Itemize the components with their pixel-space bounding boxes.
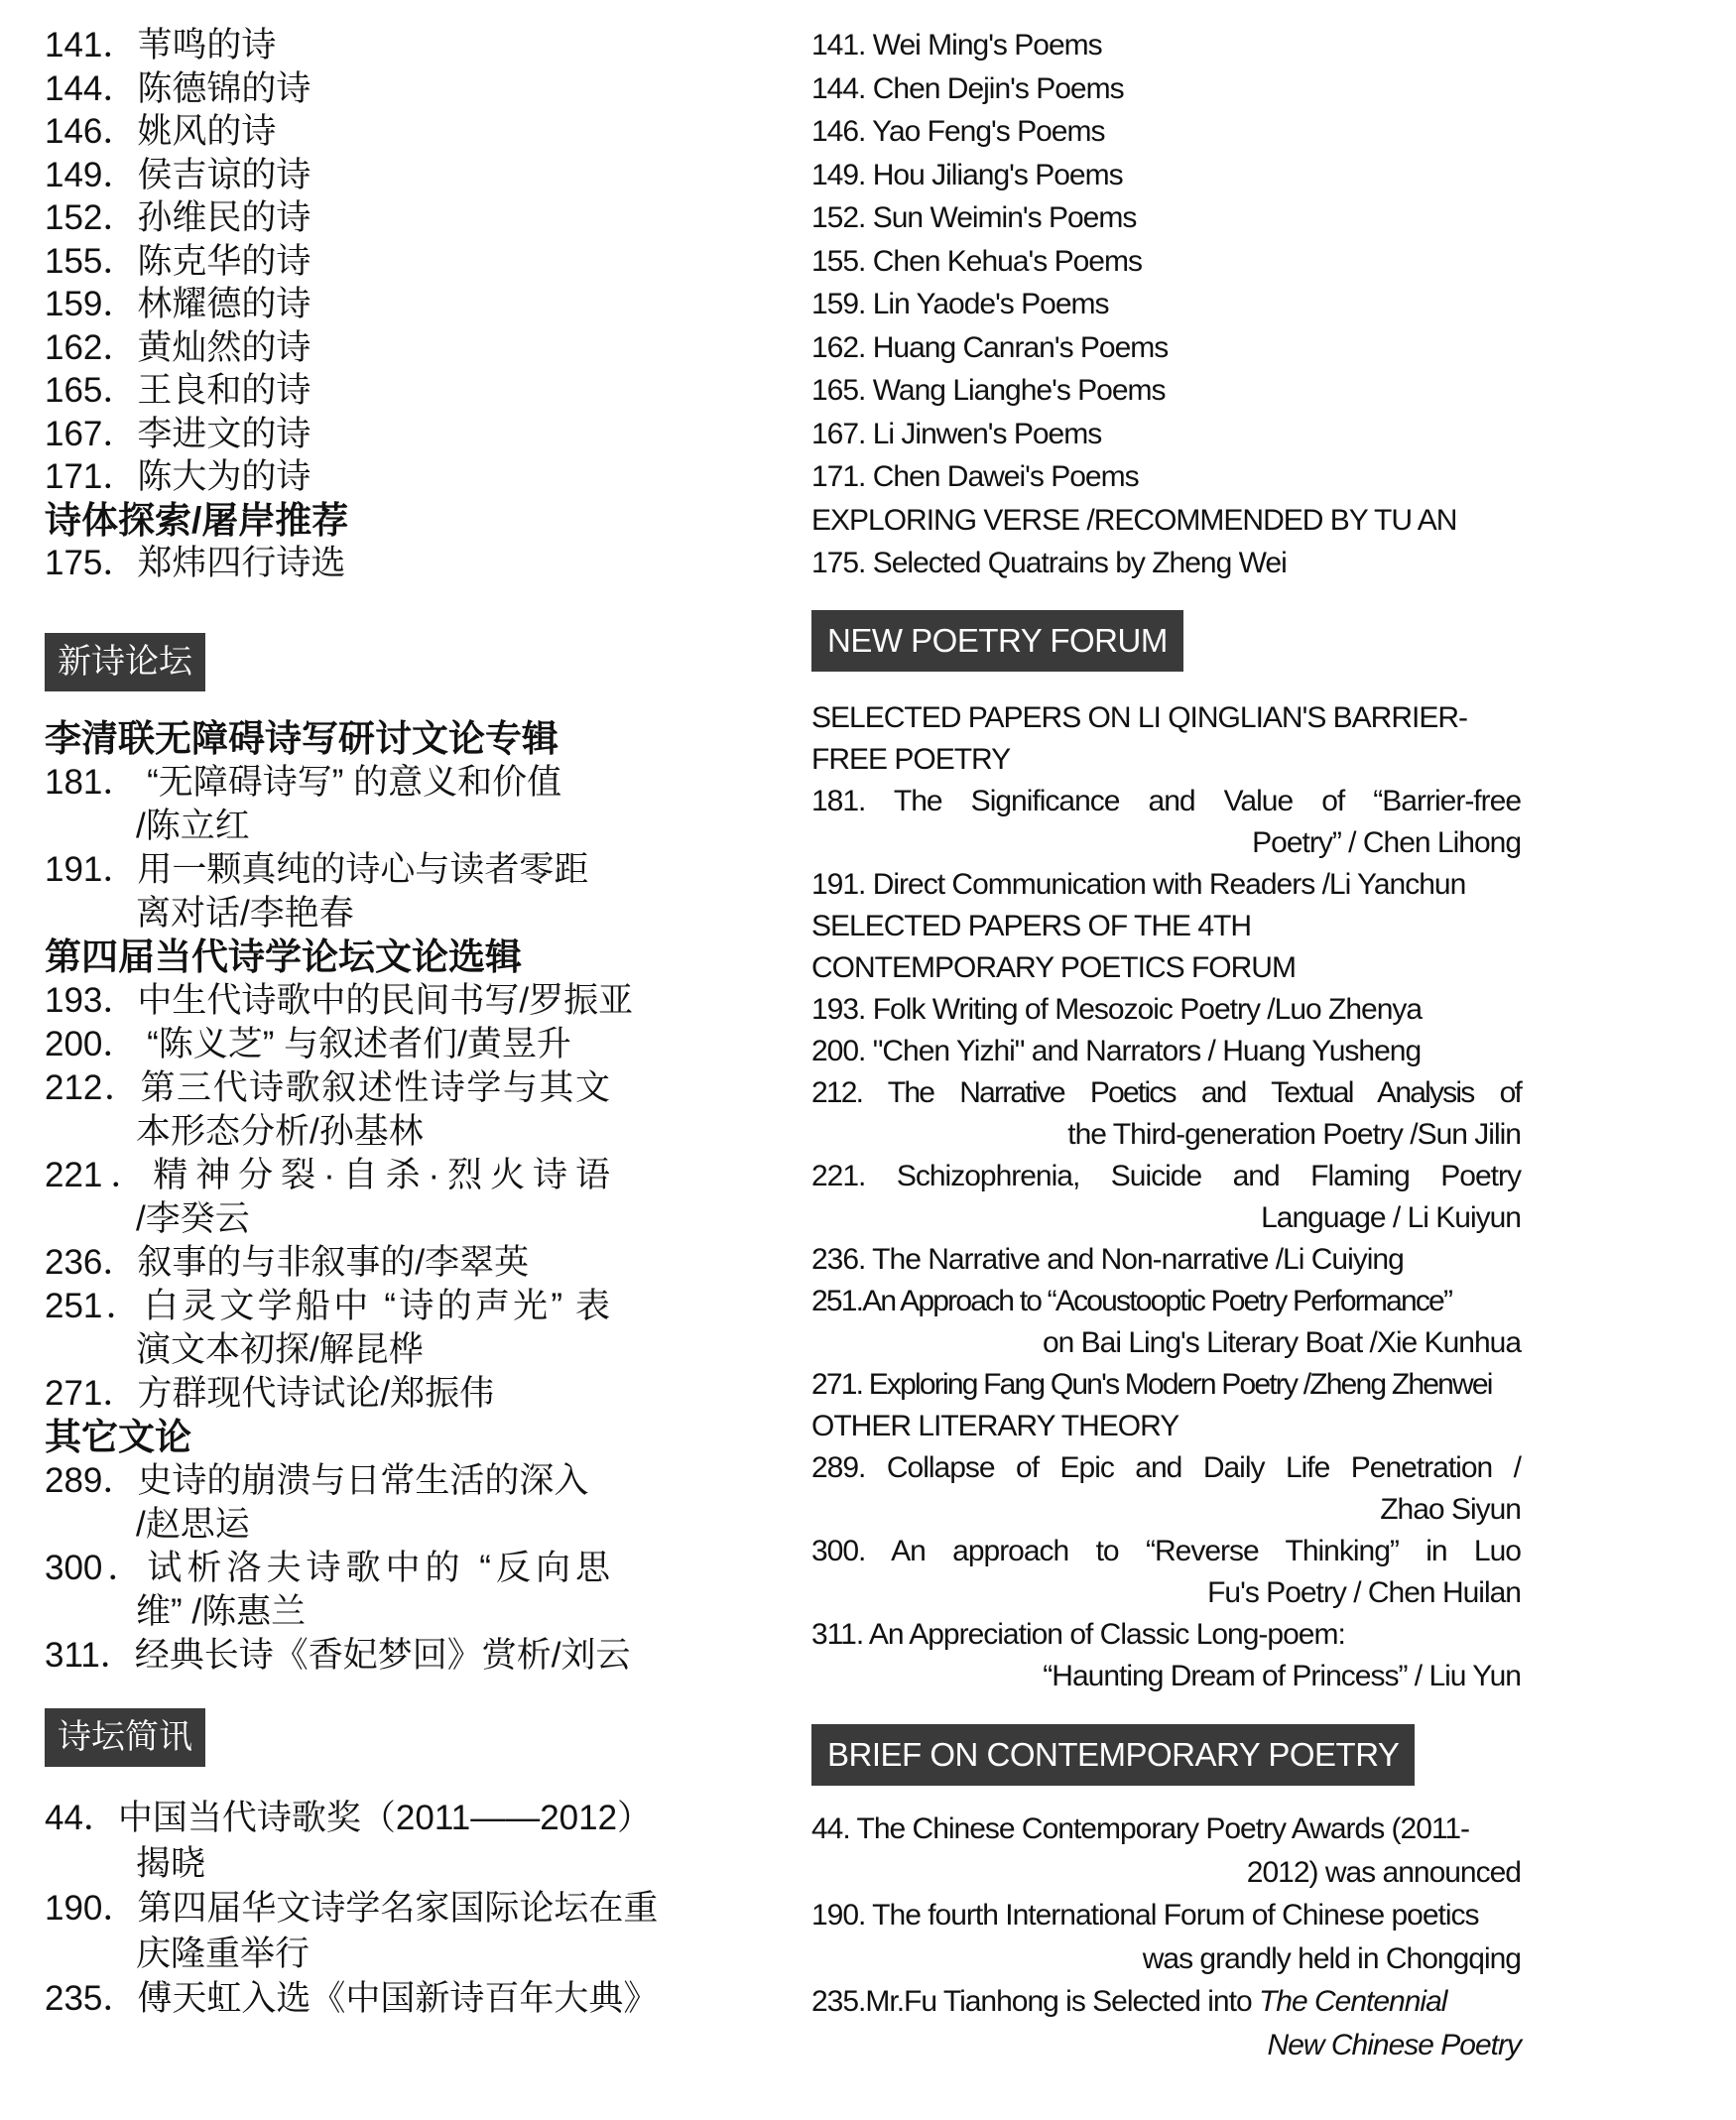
toc-line: 165．王良和的诗 [45,371,311,410]
toc-line: 141．苇鸣的诗 [45,26,277,64]
toc-line: /李癸云 [136,1199,250,1238]
right-brief-section [811,1808,1521,2066]
toc-line: 221．精神分裂·自杀·烈火诗语 [45,1156,610,1194]
toc-line: 300．试析洛夫诗歌中的 “反向思 [45,1549,610,1587]
toc-line: 300. An approach to “Reverse Thinking” in Luo [811,1535,1521,1567]
toc-line: 236. The Narrative and Non-narrative /Li Cuiying [811,1243,1404,1276]
toc-line: 190. The fourth International Forum of Chinese poetics [811,1899,1479,1932]
toc-line: 维” /陈惠兰 [136,1592,307,1631]
toc-line: FREE POETRY [811,743,1011,776]
toc-line: 175．郑炜四行诗选 [45,544,346,582]
toc-line: CONTEMPORARY POETICS FORUM [811,951,1296,984]
toc-line: 171．陈大为的诗 [45,457,311,496]
toc-line: 155. Chen Kehua's Poems [811,244,1142,278]
toc-line: 揭晓 [136,1843,206,1883]
toc-line: the Third-generation Poetry /Sun Jilin [1067,1118,1521,1151]
toc-line: 159．林耀德的诗 [45,285,311,323]
toc-line: 212. The Narrative Poetics and Textual Analysis of [811,1076,1521,1109]
right-banner-new-poetry-forum: NEW POETRY FORUM [811,610,1183,672]
toc-line: 44．中国当代诗歌奖（2011——2012） [45,1799,653,1837]
toc-line: 离对话/李艳春 [136,894,354,933]
toc-line: SELECTED PAPERS ON LI QINGLIAN'S BARRIER- [811,701,1468,734]
toc-line: SELECTED PAPERS OF THE 4TH [811,910,1251,942]
toc-line: 311．经典长诗《香妃梦回》赏析/刘云 [45,1636,631,1675]
left-banner-new-poetry-forum: 新诗论坛 [45,633,205,691]
toc-line: OTHER LITERARY THEORY [811,1410,1179,1442]
toc-line: 271．方群现代诗试论/郑振伟 [45,1374,495,1413]
toc-line: 146. Yao Feng's Poems [811,115,1105,148]
toc-line: 162. Huang Canran's Poems [811,330,1169,364]
toc-line: Fu's Poetry / Chen Huilan [1207,1576,1521,1609]
toc-line: 271. Exploring Fang Qun's Modern Poetry /Zheng Zhenwei [811,1368,1492,1401]
toc-line: 212．第三代诗歌叙述性诗学与其文 [45,1068,610,1107]
left-forum-section [45,717,634,1678]
toc-line: 庆隆重举行 [136,1933,310,1973]
toc-line: Language / Li Kuiyun [1261,1201,1521,1234]
toc-line: 181． “无障碍诗写” 的意义和价值 [45,763,562,802]
toc-line: /陈立红 [136,807,250,845]
toc-line: 251．白灵文学船中 “诗的声光” 表 [45,1287,610,1325]
toc-line: 146．姚风的诗 [45,112,277,151]
toc-line: was grandly held in Chongqing [1142,1941,1521,1975]
toc-line: 李清联无障碍诗写研讨文论专辑 [45,718,558,759]
toc-line: 167．李进文的诗 [45,414,311,453]
toc-line: Zhao Siyun [1380,1493,1521,1526]
right-forum-section [811,697,1521,1697]
toc-line: 演文本初探/解昆桦 [136,1330,424,1369]
toc-line: 200． “陈义芝” 与叙述者们/黄昱升 [45,1025,571,1063]
toc-line: 251.An Approach to “Acoustooptic Poetry Performance” [811,1285,1452,1317]
toc-line: New Chinese Poetry [1267,2028,1521,2061]
toc-line: 193．中生代诗歌中的民间书写/罗振亚 [45,981,634,1020]
toc-line: 191．用一颗真纯的诗心与读者零距 [45,850,589,889]
toc-line: on Bai Ling's Literary Boat /Xie Kunhua [1042,1326,1521,1359]
toc-line: 155．陈克华的诗 [45,241,311,281]
toc-line: 诗体探索/屠岸推荐 [45,499,349,541]
left-banner-brief: 诗坛简讯 [45,1708,205,1767]
toc-line: 289. Collapse of Epic and Daily Life Penetration / [811,1451,1521,1484]
toc-line: 171. Chen Dawei's Poems [811,460,1139,493]
toc-line: /赵思运 [136,1505,250,1544]
toc-line: 236．叙事的与非叙事的/李翠英 [45,1243,530,1282]
toc-line: 235．傅天虹入选《中国新诗百年大典》 [45,1979,659,2018]
toc-line: 165. Wang Lianghe's Poems [811,374,1166,407]
toc-line: 144. Chen Dejin's Poems [811,71,1124,105]
toc-line: 200. "Chen Yizhi" and Narrators / Huang Yusheng [811,1035,1422,1067]
toc-line: 190．第四届华文诗学名家国际论坛在重 [45,1889,659,1928]
toc-line: 149．侯吉谅的诗 [45,155,311,194]
right-banner-brief: BRIEF ON CONTEMPORARY POETRY [811,1724,1415,1786]
toc-line: 2012) was announced [1246,1855,1521,1889]
toc-line: 191. Direct Communication with Readers /Li Yanchun [811,868,1466,901]
toc-line: EXPLORING VERSE /RECOMMENDED BY TU AN [811,503,1457,537]
toc-line: 其它文论 [45,1417,191,1457]
toc-line: 235.Mr.Fu Tianhong is Selected into The Centennial [811,1985,1447,2018]
toc-line: 152. Sun Weimin's Poems [811,201,1137,234]
toc-line: 44. The Chinese Contemporary Poetry Awards (2011- [811,1812,1470,1845]
toc-line: 152．孙维民的诗 [45,198,311,237]
left-poems-section [45,24,610,585]
toc-line: 193. Folk Writing of Mesozoic Poetry /Luo Zhenya [811,993,1423,1026]
toc-line: 289．史诗的崩溃与日常生活的深入 [45,1461,589,1500]
right-poems-section [811,24,1521,585]
toc-line: 181. The Significance and Value of “Barrier-free [811,785,1521,817]
toc-line: 本形态分析/孙基林 [136,1112,424,1151]
toc-line: 167. Li Jinwen's Poems [811,417,1102,450]
toc-line: 162．黄灿然的诗 [45,327,311,367]
toc-line: 144．陈德锦的诗 [45,68,311,108]
left-brief-section [45,1796,659,2022]
toc-line: 141. Wei Ming's Poems [811,29,1102,62]
toc-line: Poetry” / Chen Lihong [1252,826,1521,859]
toc-line: “Haunting Dream of Princess” / Liu Yun [1043,1660,1521,1692]
toc-line: 第四届当代诗学论坛文论选辑 [45,936,522,977]
toc-line: 149. Hou Jiliang's Poems [811,158,1123,191]
toc-line: 311. An Appreciation of Classic Long-poem: [811,1618,1345,1651]
toc-line: 175. Selected Quatrains by Zheng Wei [811,547,1287,579]
toc-line: 221. Schizophrenia, Suicide and Flaming Poetry [811,1160,1521,1192]
toc-line: 159. Lin Yaode's Poems [811,288,1109,320]
